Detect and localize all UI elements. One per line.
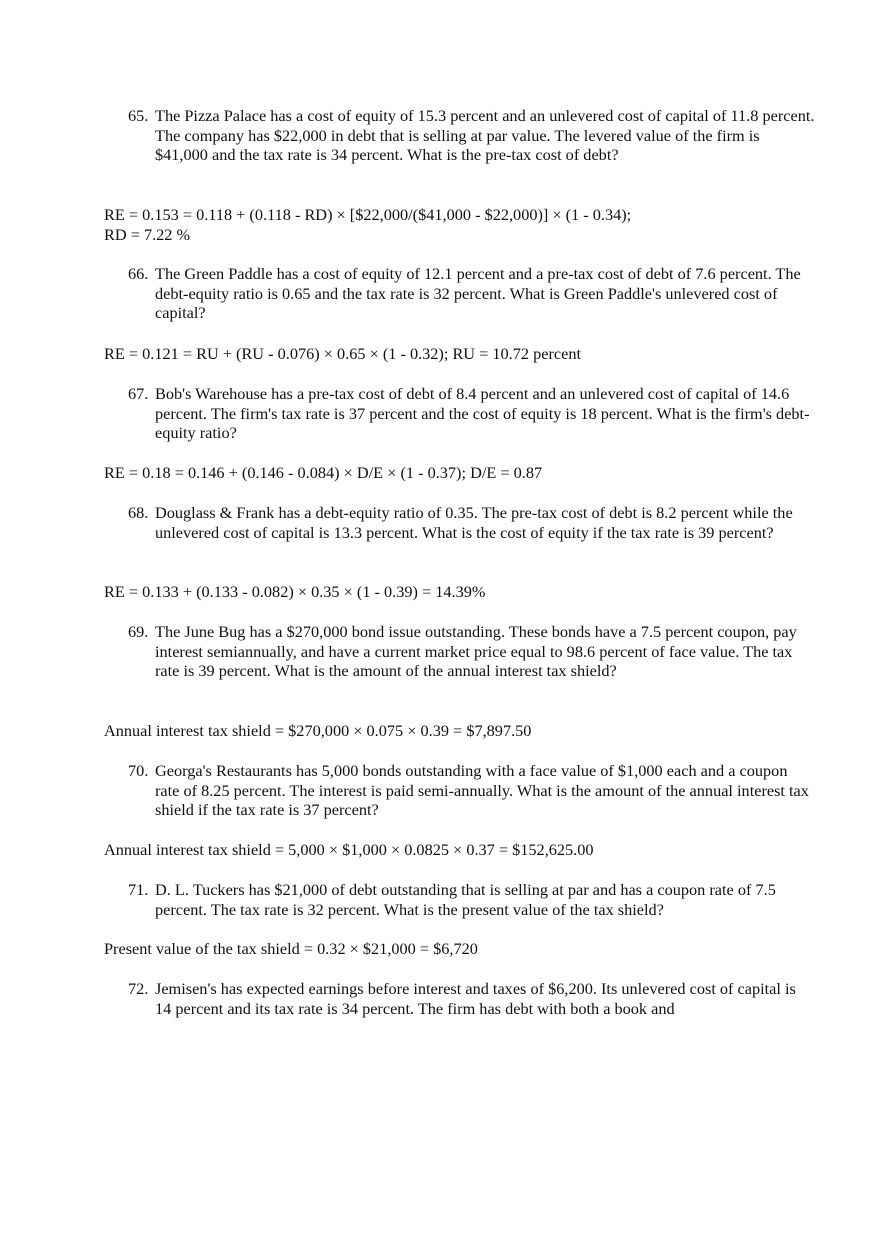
question-number: 69. bbox=[128, 622, 149, 641]
question-text: Georga's Restaurants has 5,000 bonds outstanding with a face value of $1,000 each and a coupon rate of 8.25 percent. The interest is paid semi-annually. What is the amount of the annual interest tax shield if the tax rate is 37 percent? bbox=[155, 761, 809, 819]
question-65 bbox=[128, 106, 815, 165]
question-66 bbox=[128, 264, 815, 323]
question-text: D. L. Tuckers has $21,000 of debt outstanding that is selling at par and has a coupon rate of 7.5 percent. The tax rate is 32 percent. What is the present value of the tax shield? bbox=[155, 880, 776, 919]
question-number: 68. bbox=[128, 503, 149, 522]
answer-67 bbox=[104, 463, 804, 483]
answer-71 bbox=[104, 939, 804, 959]
question-67 bbox=[128, 384, 815, 443]
question-number: 67. bbox=[128, 384, 149, 403]
answer-line: Present value of the tax shield = 0.32 × $21,000 = $6,720 bbox=[104, 939, 478, 958]
answer-line: RD = 7.22 % bbox=[104, 224, 191, 244]
question-number: 66. bbox=[128, 264, 149, 283]
question-text: Bob's Warehouse has a pre-tax cost of debt of 8.4 percent and an unlevered cost of capital of 14.6 percent. The firm's tax rate is 37 percent and the cost of equity is 18 percent. What is the firm's debt-equity ratio? bbox=[155, 384, 810, 442]
question-text: The Pizza Palace has a cost of equity of 15.3 percent and an unlevered cost of capital of 11.8 percent. The company has $22,000 in debt that is selling at par value. The levered value of the firm is $41,000 and the tax rate is 34 percent. What is the pre-tax cost of debt? bbox=[155, 106, 815, 164]
answer-line: RE = 0.133 + (0.133 - 0.082) × 0.35 × (1 - 0.39) = 14.39% bbox=[104, 582, 486, 601]
question-text: Douglass & Frank has a debt-equity ratio of 0.35. The pre-tax cost of debt is 8.2 percent while the unlevered cost of capital is 13.3 percent. What is the cost of equity if the tax rate is 39 percent? bbox=[155, 503, 793, 542]
answer-line: Annual interest tax shield = $270,000 × 0.075 × 0.39 = $7,897.50 bbox=[104, 721, 532, 740]
question-71 bbox=[128, 880, 815, 919]
question-number: 72. bbox=[128, 979, 149, 998]
answer-69 bbox=[104, 721, 804, 741]
question-text: Jemisen's has expected earnings before interest and taxes of $6,200. Its unlevered cost of capital is 14 percent and its tax rate is 34 percent. The firm has debt with both a book and bbox=[155, 979, 796, 1018]
question-text: The June Bug has a $270,000 bond issue outstanding. These bonds have a 7.5 percent coupon, pay interest semiannually, and have a current market price equal to 98.6 percent of face value. The tax rate is 39 percent. What is the amount of the annual interest tax shield? bbox=[155, 622, 797, 680]
answer-70 bbox=[104, 840, 804, 860]
question-number: 70. bbox=[128, 761, 149, 780]
answer-line: RE = 0.153 = 0.118 + (0.118 - RD) × [$22,000/($41,000 - $22,000)] × (1 - 0.34); bbox=[104, 205, 632, 224]
question-68 bbox=[128, 503, 815, 542]
question-number: 71. bbox=[128, 880, 149, 899]
question-69 bbox=[128, 622, 815, 681]
answer-line: RE = 0.18 = 0.146 + (0.146 - 0.084) × D/E × (1 - 0.37); D/E = 0.87 bbox=[104, 463, 543, 482]
answer-line: RE = 0.121 = RU + (RU - 0.076) × 0.65 × (1 - 0.32); RU = 10.72 percent bbox=[104, 344, 581, 363]
question-text: The Green Paddle has a cost of equity of 12.1 percent and a pre-tax cost of debt of 7.6 percent. The debt-equity ratio is 0.65 and the tax rate is 32 percent. What is Green Paddle's unlevered cost of capital? bbox=[155, 264, 801, 322]
question-70 bbox=[128, 761, 815, 820]
answer-68 bbox=[104, 582, 804, 602]
question-72 bbox=[128, 979, 815, 1018]
answer-66 bbox=[104, 344, 804, 364]
question-number: 65. bbox=[128, 106, 149, 125]
answer-line: Annual interest tax shield = 5,000 × $1,000 × 0.0825 × 0.37 = $152,625.00 bbox=[104, 840, 594, 859]
answer-65 bbox=[104, 205, 804, 244]
